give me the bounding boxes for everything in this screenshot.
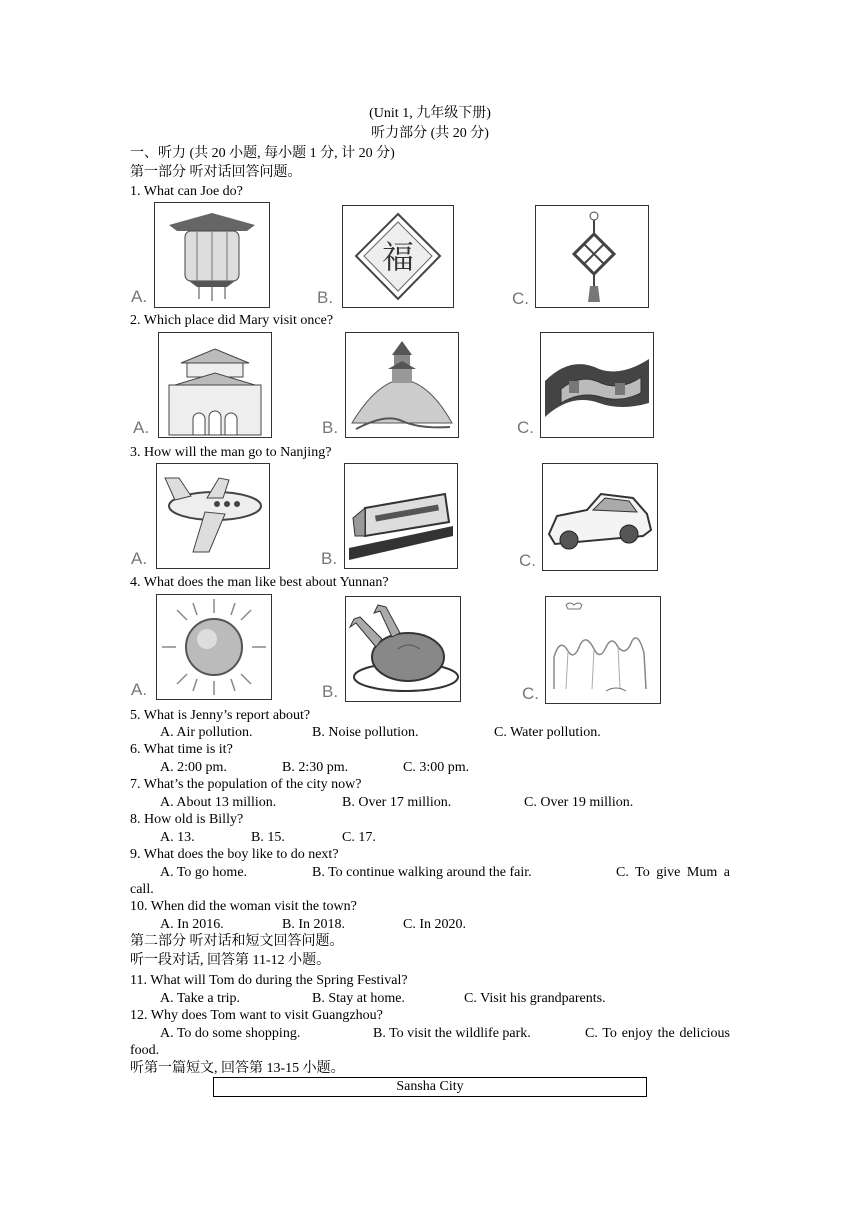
dialogue-intro: 听一段对话, 回答第 11-12 小题。 <box>130 953 331 968</box>
option-letter: B. <box>322 682 339 701</box>
fu-character-icon <box>343 206 453 307</box>
mountains-icon <box>546 597 660 703</box>
table-title: Sansha City <box>396 1079 464 1094</box>
option-letter: B. <box>322 418 339 437</box>
option-2b-picture <box>322 332 459 438</box>
question-12: 12. Why does Tom want to visit Guangzhou? <box>130 1008 383 1023</box>
question-8: 8. How old is Billy? <box>130 812 244 827</box>
question-2: 2. Which place did Mary visit once? <box>130 313 334 328</box>
option-9c[interactable]: C. To give Mum a call. <box>130 865 730 897</box>
train-icon <box>345 464 457 568</box>
option-1c-picture <box>512 205 649 308</box>
part1-subtitle: 第一部分 听对话回答问题。 <box>130 165 302 180</box>
question-10: 10. When did the woman visit the town? <box>130 899 357 914</box>
question-1: 1. What can Joe do? <box>130 184 243 199</box>
option-2a-picture <box>133 332 272 438</box>
option-5c[interactable]: C. Water pollution. <box>494 725 601 740</box>
option-letter: C. <box>512 289 529 308</box>
car-icon <box>543 464 657 570</box>
option-10a[interactable]: A. In 2016. <box>160 917 224 932</box>
question-11: 11. What will Tom do during the Spring Festival? <box>130 973 408 988</box>
info-table-header <box>213 1077 647 1097</box>
question-6: 6. What time is it? <box>130 742 233 757</box>
option-10c[interactable]: C. In 2020. <box>403 917 466 932</box>
passage-intro: 听第一篇短文, 回答第 13-15 小题。 <box>130 1061 345 1076</box>
svg-text:福: 福 <box>381 238 415 276</box>
option-7c[interactable]: C. Over 19 million. <box>524 795 634 810</box>
lantern-icon <box>155 203 269 307</box>
palace-gate-icon <box>159 333 271 437</box>
option-3a-picture <box>131 463 270 569</box>
option-9a[interactable]: A. To go home. <box>160 865 248 880</box>
option-letter: A. <box>131 549 148 568</box>
option-letter: A. <box>131 287 148 306</box>
plane-icon <box>157 464 269 568</box>
option-9b[interactable]: B. To continue walking around the fair. <box>312 865 532 880</box>
option-3b-picture <box>321 463 458 569</box>
option-letter: A. <box>131 680 148 699</box>
option-4a-picture <box>131 594 272 700</box>
option-2c-picture <box>517 332 654 438</box>
option-1b-picture <box>317 205 454 308</box>
option-4c-picture <box>522 596 661 704</box>
option-8b[interactable]: B. 15. <box>251 830 285 845</box>
option-7b[interactable]: B. Over 17 million. <box>342 795 452 810</box>
option-5a[interactable]: A. Air pollution. <box>160 725 253 740</box>
question-9: 9. What does the boy like to do next? <box>130 847 339 862</box>
option-6a[interactable]: A. 2:00 pm. <box>160 760 227 775</box>
unit-title: (Unit 1, 九年级下册) <box>369 106 491 121</box>
option-8a[interactable]: A. 13. <box>160 830 195 845</box>
sun-icon <box>157 595 271 699</box>
option-letter: C. <box>519 551 536 570</box>
roast-chicken-icon <box>346 597 460 701</box>
pagoda-hill-icon <box>346 333 458 437</box>
question-3: 3. How will the man go to Nanjing? <box>130 445 332 460</box>
option-3c-picture <box>519 463 658 571</box>
option-12b[interactable]: B. To visit the wildlife park. <box>373 1026 531 1041</box>
option-10b[interactable]: B. In 2018. <box>282 917 345 932</box>
option-8c[interactable]: C. 17. <box>342 830 376 845</box>
option-5b[interactable]: B. Noise pollution. <box>312 725 419 740</box>
option-letter: B. <box>317 288 334 307</box>
option-letter: C. <box>517 418 534 437</box>
option-11a[interactable]: A. Take a trip. <box>160 991 241 1006</box>
section-title: 听力部分 (共 20 分) <box>371 126 489 141</box>
option-1a-picture <box>131 202 270 308</box>
option-4b-picture <box>322 596 461 702</box>
question-5: 5. What is Jenny’s report about? <box>130 708 311 723</box>
option-12a[interactable]: A. To do some shopping. <box>160 1026 301 1041</box>
question-7: 7. What’s the population of the city now? <box>130 777 362 792</box>
option-11c[interactable]: C. Visit his grandparents. <box>464 991 606 1006</box>
part1-title: 一、听力 (共 20 小题, 每小题 1 分, 计 20 分) <box>130 146 395 161</box>
option-7a[interactable]: A. About 13 million. <box>160 795 277 810</box>
option-letter: B. <box>321 549 338 568</box>
great-wall-icon <box>541 333 653 437</box>
option-letter: A. <box>133 418 150 437</box>
option-letter: C. <box>522 684 539 703</box>
option-6b[interactable]: B. 2:30 pm. <box>282 760 349 775</box>
option-11b[interactable]: B. Stay at home. <box>312 991 405 1006</box>
option-6c[interactable]: C. 3:00 pm. <box>403 760 470 775</box>
question-4: 4. What does the man like best about Yunnan? <box>130 575 389 590</box>
part2-title: 第二部分 听对话和短文回答问题。 <box>130 934 344 949</box>
chinese-knot-icon <box>536 206 648 307</box>
option-12c[interactable]: C. To enjoy the delicious food. <box>130 1026 730 1058</box>
